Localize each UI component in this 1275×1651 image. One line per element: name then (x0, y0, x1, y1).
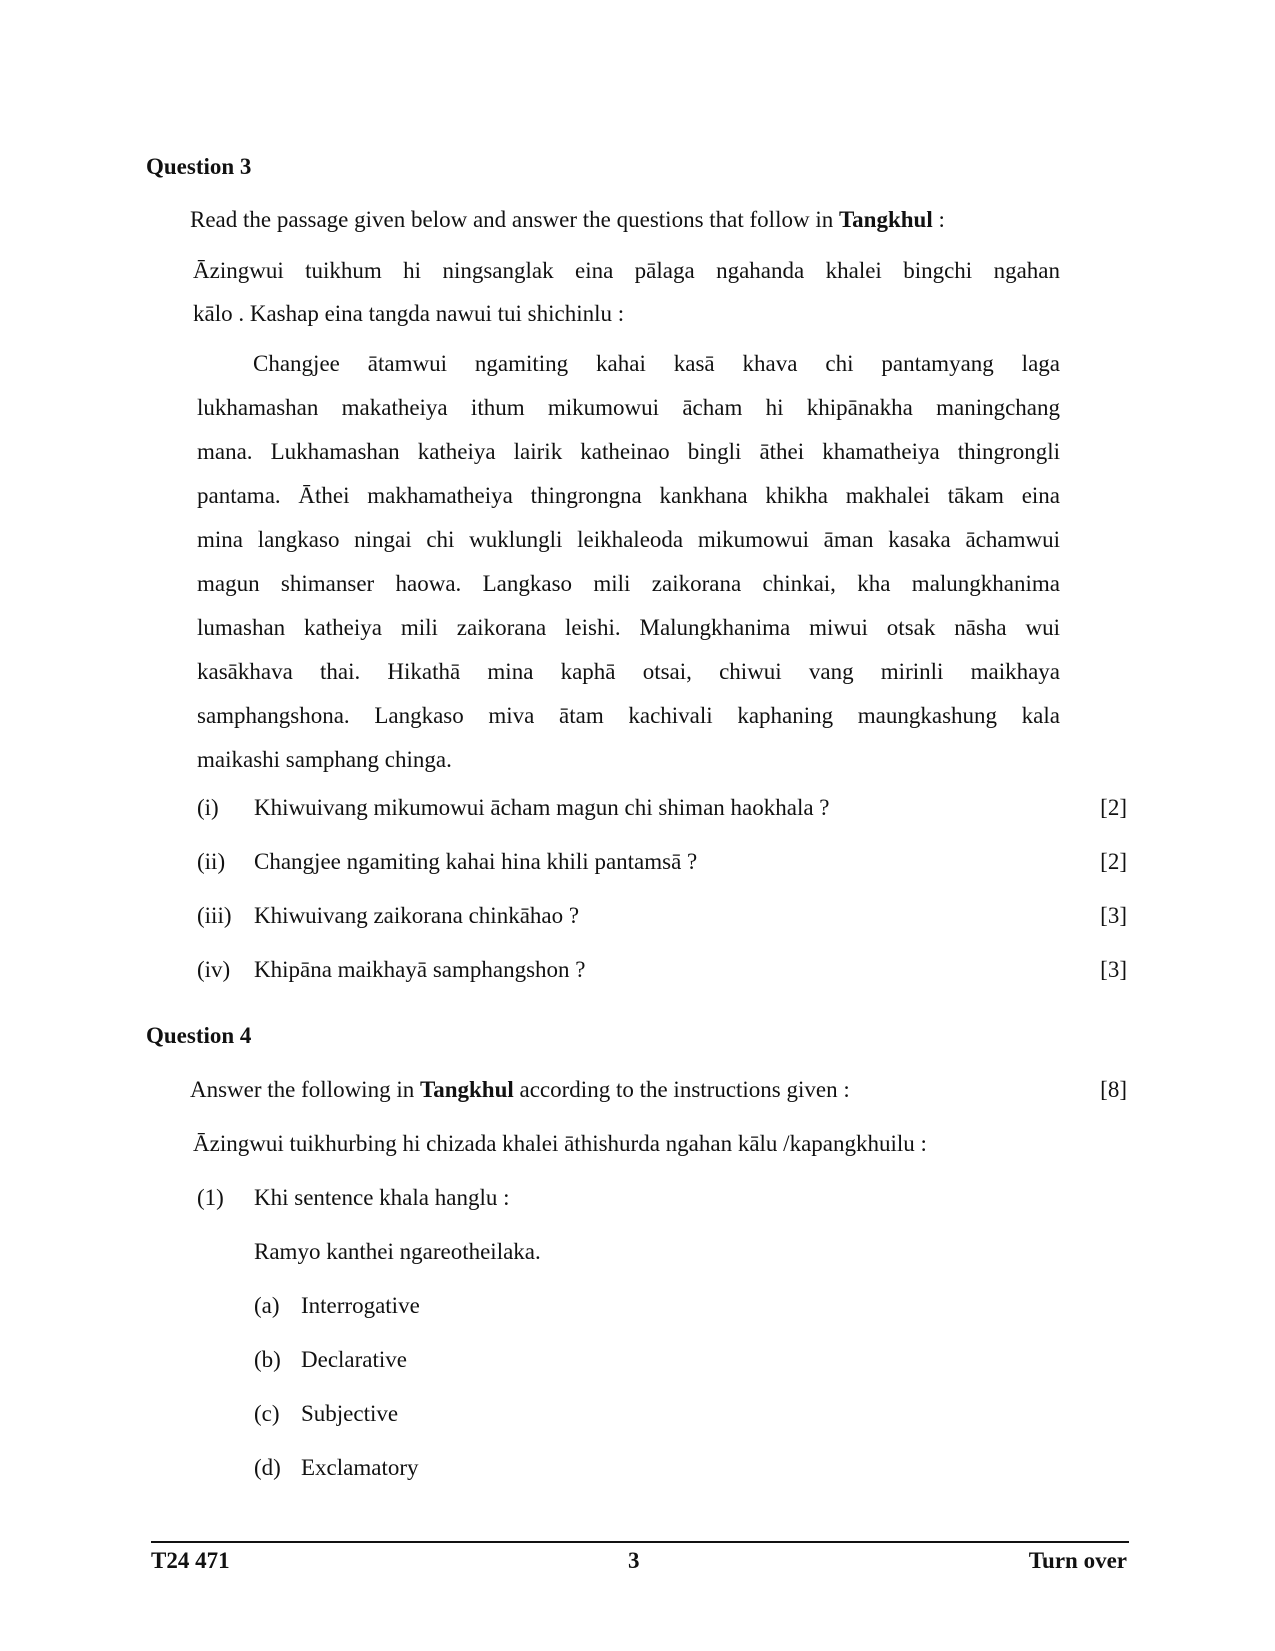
question-3-subinstruction-line-1: Āzingwui tuikhum hi ningsanglak eina pālaga ngahanda khalei bingchi ngahan (193, 258, 1060, 283)
option-text: Declarative (301, 1347, 407, 1372)
passage-line: pantama. Āthei makhamatheiya thingrongna kankhana khikha makhalei tākam eina (197, 483, 1060, 508)
option-label: (d) (254, 1455, 281, 1480)
language-name: Tangkhul (419, 1077, 514, 1102)
subquestion-marks: [3] (1100, 903, 1127, 928)
subquestion-text: Changjee ngamiting kahai hina khili pantamsā ? (254, 849, 698, 874)
question-3-heading: Question 3 (146, 154, 252, 179)
subquestion-text: Khiwuivang zaikorana chinkāhao ? (254, 903, 580, 928)
passage-line: mana. Lukhamashan katheiya lairik katheinao bingli āthei khamatheiya thingrongli (197, 439, 1060, 464)
subquestion-text: Khiwuivang mikumowui ācham magun chi shiman haokhala ? (254, 795, 830, 820)
item-text: Khi sentence khala hanglu : (254, 1185, 510, 1210)
question-3-instruction (190, 207, 945, 233)
language-name: Tangkhul (838, 207, 933, 232)
passage-line: magun shimanser haowa. Langkaso mili zaikorana chinkai, kha malungkhanima (197, 571, 1060, 596)
option-text: Interrogative (301, 1293, 420, 1318)
passage-line: lumashan katheiya mili zaikorana leishi. Malungkhanima miwui otsak nāsha wui (197, 615, 1060, 640)
subquestion-marks: [2] (1100, 849, 1127, 874)
instruction-text: according to the instructions given : (513, 1077, 850, 1102)
subquestion-number: (iii) (197, 903, 232, 928)
passage-line: Changjee ātamwui ngamiting kahai kasā khava chi pantamyang laga (253, 351, 1060, 376)
subquestion-number: (ii) (197, 849, 226, 874)
instruction-colon: : (932, 207, 945, 232)
subquestion-marks: [2] (1100, 795, 1127, 820)
turn-over-note: Turn over (1028, 1548, 1127, 1573)
page-number: 3 (628, 1548, 640, 1573)
subquestion-marks: [3] (1100, 957, 1127, 982)
passage-line: lukhamashan makatheiya ithum mikumowui ācham hi khipānakha maningchang (197, 395, 1060, 420)
paper-code: T24 471 (151, 1548, 230, 1573)
instruction-text: Answer the following in (190, 1077, 420, 1102)
subquestion-text: Khipāna maikhayā samphangshon ? (254, 957, 586, 982)
footer-divider (151, 1541, 1129, 1543)
passage-line: kasākhava thai. Hikathā mina kaphā otsai, chiwui vang mirinli maikhaya (197, 659, 1060, 684)
question-4-subinstruction: Āzingwui tuikhurbing hi chizada khalei āthishurda ngahan kālu /kapangkhuilu : (193, 1131, 927, 1156)
passage (197, 342, 1060, 782)
question-4-instruction (190, 1077, 850, 1103)
question-4-marks: [8] (1100, 1077, 1127, 1102)
option-text: Exclamatory (301, 1455, 419, 1480)
option-label: (b) (254, 1347, 281, 1372)
option-text: Subjective (301, 1401, 399, 1426)
passage-line: samphangshona. Langkaso miva ātam kachivali kaphaning maungkashung kala (197, 703, 1060, 728)
subquestion-number: (iv) (197, 957, 231, 982)
item-sentence: Ramyo kanthei ngareotheilaka. (254, 1239, 541, 1264)
question-4-heading: Question 4 (146, 1023, 252, 1048)
item-number: (1) (197, 1185, 224, 1210)
option-label: (c) (254, 1401, 280, 1426)
passage-line: mina langkaso ningai chi wuklungli leikhaleoda mikumowui āman kasaka āchamwui (197, 527, 1060, 552)
passage-line: maikashi samphang chinga. (197, 747, 452, 772)
question-3-subinstruction-line-2: kālo . Kashap eina tangda nawui tui shichinlu : (193, 301, 625, 326)
instruction-text: Read the passage given below and answer the questions that follow in (190, 207, 839, 232)
subquestion-number: (i) (197, 795, 219, 820)
option-label: (a) (254, 1293, 280, 1318)
